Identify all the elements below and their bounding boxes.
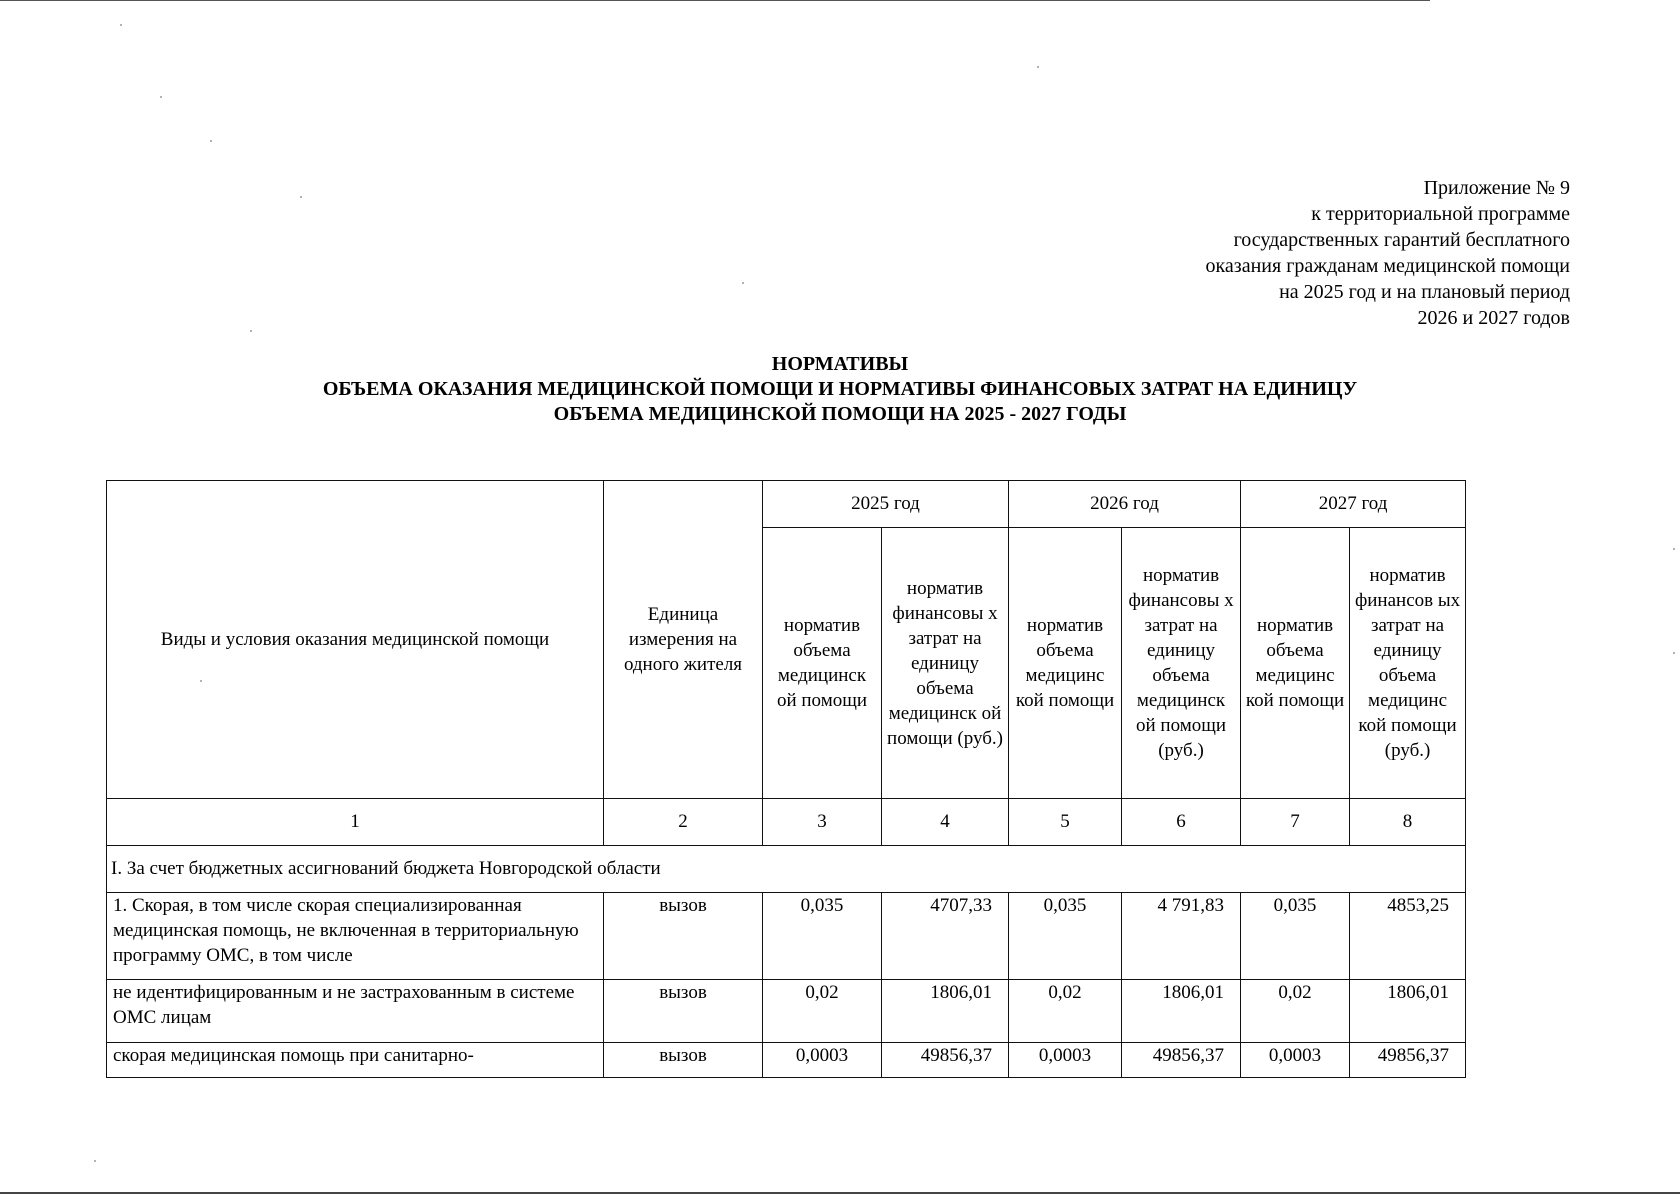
header-volume-norm: норматив объема медицинс кой помощи xyxy=(1009,528,1122,799)
scan-edge-top xyxy=(0,0,1430,1)
column-number: 8 xyxy=(1350,799,1466,846)
volume-2026-cell: 0,035 xyxy=(1009,893,1122,980)
cost-2025-cell: 49856,37 xyxy=(882,1043,1009,1078)
header-year-2026: 2026 год xyxy=(1009,481,1241,528)
cost-2027-cell: 1806,01 xyxy=(1350,980,1466,1043)
appendix-line: на 2025 год и на плановый период xyxy=(1279,281,1570,303)
document-title xyxy=(0,352,1680,427)
header-cost-norm: норматив финансовы х затрат на единицу объема медицинск ой помощи (руб.) xyxy=(1122,528,1241,799)
scan-speck xyxy=(300,196,302,198)
header-care-types: Виды и условия оказания медицинской помощи xyxy=(107,481,604,799)
scan-speck xyxy=(210,140,212,142)
scan-speck xyxy=(1037,66,1039,68)
volume-2027-cell: 0,0003 xyxy=(1241,1043,1350,1078)
volume-2025-cell: 0,035 xyxy=(763,893,882,980)
column-number: 6 xyxy=(1122,799,1241,846)
table-row xyxy=(107,893,1466,980)
scan-edge-bottom xyxy=(0,1192,1680,1194)
volume-2025-cell: 0,0003 xyxy=(763,1043,882,1078)
header-year-2025: 2025 год xyxy=(763,481,1009,528)
column-number: 4 xyxy=(882,799,1009,846)
unit-cell: вызов xyxy=(604,893,763,980)
table-row xyxy=(107,980,1466,1043)
column-number: 3 xyxy=(763,799,882,846)
title-line: ОБЪЕМА ОКАЗАНИЯ МЕДИЦИНСКОЙ ПОМОЩИ И НОРМАТИВЫ ФИНАНСОВЫХ ЗАТРАТ НА ЕДИНИЦУ xyxy=(322,378,1358,400)
care-type-cell: 1. Скорая, в том числе скорая специализированная медицинская помощь, не включенная в территориальную программу ОМС, в том числе xyxy=(107,893,604,980)
appendix-note xyxy=(1206,175,1570,331)
volume-2026-cell: 0,02 xyxy=(1009,980,1122,1043)
cost-2026-cell: 4 791,83 xyxy=(1122,893,1241,980)
scan-speck xyxy=(94,1160,96,1162)
header-unit: Единица измерения на одного жителя xyxy=(604,481,763,799)
table-row xyxy=(107,1043,1466,1078)
cost-2027-cell: 49856,37 xyxy=(1350,1043,1466,1078)
volume-2027-cell: 0,02 xyxy=(1241,980,1350,1043)
scan-speck xyxy=(120,24,122,26)
scan-speck xyxy=(1673,548,1675,550)
cost-2026-cell: 49856,37 xyxy=(1122,1043,1241,1078)
volume-2025-cell: 0,02 xyxy=(763,980,882,1043)
care-type-cell: скорая медицинская помощь при санитарно- xyxy=(107,1043,604,1078)
norms-table xyxy=(106,480,1466,1078)
scan-speck xyxy=(250,330,252,332)
header-cost-norm: норматив финансовы х затрат на единицу объема медицинск ой помощи (руб.) xyxy=(882,528,1009,799)
cost-2025-cell: 4707,33 xyxy=(882,893,1009,980)
title-line: ОБЪЕМА МЕДИЦИНСКОЙ ПОМОЩИ НА 2025 - 2027 ГОДЫ xyxy=(553,403,1127,425)
scan-speck xyxy=(1673,652,1675,654)
section-row xyxy=(107,846,1466,893)
header-volume-norm: норматив объема медицинс кой помощи xyxy=(1241,528,1350,799)
unit-cell: вызов xyxy=(604,1043,763,1078)
section-title: I. За счет бюджетных ассигнований бюджета Новгородской области xyxy=(107,846,1466,893)
cost-2025-cell: 1806,01 xyxy=(882,980,1009,1043)
column-number: 7 xyxy=(1241,799,1350,846)
appendix-line: 2026 и 2027 годов xyxy=(1417,307,1570,329)
header-year-2027: 2027 год xyxy=(1241,481,1466,528)
column-number: 2 xyxy=(604,799,763,846)
scan-speck xyxy=(742,282,744,284)
cost-2027-cell: 4853,25 xyxy=(1350,893,1466,980)
volume-2027-cell: 0,035 xyxy=(1241,893,1350,980)
cost-2026-cell: 1806,01 xyxy=(1122,980,1241,1043)
title-line: НОРМАТИВЫ xyxy=(771,353,909,375)
unit-cell: вызов xyxy=(604,980,763,1043)
scan-speck xyxy=(160,96,162,98)
appendix-line: Приложение № 9 xyxy=(1423,177,1570,199)
header-cost-norm: норматив финансов ых затрат на единицу объема медицинс кой помощи (руб.) xyxy=(1350,528,1466,799)
care-type-cell: не идентифицированным и не застрахованным в системе ОМС лицам xyxy=(107,980,604,1043)
column-number: 1 xyxy=(107,799,604,846)
column-number-row xyxy=(107,799,1466,846)
appendix-line: оказания гражданам медицинской помощи xyxy=(1205,255,1570,277)
appendix-line: государственных гарантий бесплатного xyxy=(1233,229,1570,251)
column-number: 5 xyxy=(1009,799,1122,846)
appendix-line: к территориальной программе xyxy=(1311,203,1570,225)
header-volume-norm: норматив объема медицинск ой помощи xyxy=(763,528,882,799)
volume-2026-cell: 0,0003 xyxy=(1009,1043,1122,1078)
